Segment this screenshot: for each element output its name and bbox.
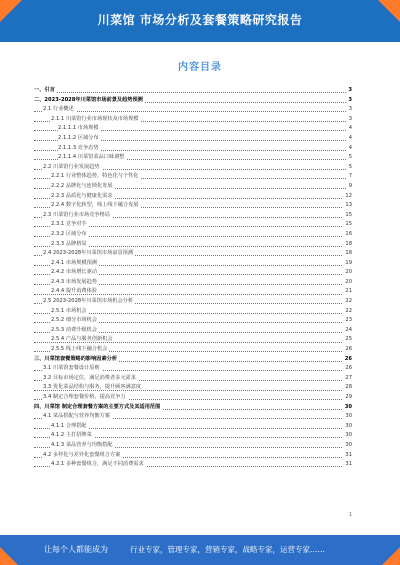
toc-entry-page: 22 (343, 297, 352, 307)
toc-entry[interactable] (34, 134, 352, 144)
toc-entry[interactable] (34, 153, 352, 163)
footer-corner-decoration (0, 547, 18, 565)
toc-entry-page: 20 (343, 268, 352, 278)
toc-entry-page: 21 (343, 287, 352, 297)
toc-entry[interactable] (34, 124, 352, 134)
toc-entry-page: 20 (343, 278, 352, 288)
toc-entry-page: 18 (343, 240, 352, 250)
toc-entry[interactable] (34, 451, 352, 461)
toc-entry-page: 27 (343, 374, 352, 384)
toc-entry-page: 30 (343, 431, 352, 441)
toc-entry[interactable] (34, 105, 352, 115)
toc-entry-page: 26 (343, 364, 352, 374)
toc-entry-label: 2.5.1 市场机会 (51, 307, 87, 314)
toc-entry-page: 3 (347, 115, 352, 125)
toc-entry-label: 2.1.1.1 市场规模 (58, 125, 99, 132)
toc-entry-page: 9 (347, 182, 352, 192)
toc-entry-page: 22 (343, 307, 352, 317)
toc-entry[interactable] (34, 403, 352, 413)
header-corner-decoration (378, 0, 400, 22)
toc-entry-label: 2.5.2 细分市场机会 (51, 317, 97, 324)
toc-entry-page: 13 (343, 201, 352, 211)
toc-entry[interactable] (34, 230, 352, 240)
toc-entry-label: 2.3.1 竞争对手 (51, 221, 87, 228)
toc-entry-label: 4.2.1 多种套餐组合，满足不同消费需求 (51, 461, 144, 468)
toc-entry-page: 16 (343, 230, 352, 240)
toc-entry[interactable] (34, 192, 352, 202)
report-title: 川菜馆 市场分析及套餐策略研究报告 (97, 13, 303, 27)
toc-entry[interactable] (34, 355, 352, 365)
toc-entry[interactable] (34, 268, 352, 278)
toc-entry[interactable] (34, 441, 352, 451)
toc-entry-page: 12 (343, 192, 352, 202)
toc-entry-label: 三、川菜馆套餐策略的影响因素分析 (34, 355, 118, 362)
toc-entry-page: 25 (343, 335, 352, 345)
toc-entry[interactable] (34, 249, 352, 259)
toc-entry-page: 4 (347, 124, 352, 134)
toc-entry-label: 4.1.2 主打招牌菜 (51, 432, 92, 439)
toc-entry-label: 2.1.1.4 川菜馆菜品口味调整 (58, 154, 125, 161)
toc-entry-page: 26 (343, 345, 352, 355)
toc-entry[interactable] (34, 201, 352, 211)
toc-entry-label: 4.1 菜品搭配与营养均衡方案 (43, 413, 110, 420)
toc-entry[interactable] (34, 307, 352, 317)
footer-slogan: 让每个人都能成为 (44, 545, 108, 554)
toc-entry[interactable] (34, 96, 352, 106)
toc-entry-label: 2.1 行业概述 (43, 106, 74, 113)
toc-entry-label: 4.2 多样化与差异化套餐组合方案 (43, 451, 121, 458)
toc-entry[interactable] (34, 259, 352, 269)
toc-entry[interactable] (34, 220, 352, 230)
toc-entry[interactable] (34, 163, 352, 173)
toc-entry-label: 2.5.3 消费升级机会 (51, 326, 97, 333)
toc-entry-label: 3.2 目标市场定位，满足消费者多元需求 (43, 374, 136, 381)
toc-entry-label: 2.4.4 提升消费体验 (51, 288, 97, 295)
toc-entry-label: 2.3.3 品牌格局 (51, 240, 87, 247)
toc-entry-page: 31 (343, 460, 352, 470)
toc-entry[interactable] (34, 316, 352, 326)
toc-entry[interactable] (34, 297, 352, 307)
toc-entry[interactable] (34, 335, 352, 345)
toc-entry-page: 19 (343, 259, 352, 269)
toc-entry-label: 二、2023-2028年川菜馆市场前景及趋势预测 (34, 96, 143, 103)
toc-entry-page: 30 (343, 403, 352, 413)
toc-entry-page: 18 (343, 249, 352, 259)
toc-entry-page: 7 (347, 172, 352, 182)
table-of-contents (34, 86, 352, 470)
toc-entry-label: 2.3.2 区域分布 (51, 230, 87, 237)
toc-entry-page: 30 (343, 412, 352, 422)
toc-entry-page: 4 (347, 134, 352, 144)
toc-entry-label: 2.1.1.3 竞争态势 (58, 144, 99, 151)
toc-entry-page: 5 (347, 163, 352, 173)
toc-entry-label: 2.5.4 产品与服务创新机会 (51, 336, 113, 343)
toc-entry-label: 2.2.2 品牌化与连锁化发展 (51, 182, 113, 189)
toc-entry-page: 4 (347, 144, 352, 154)
toc-entry-label: 2.5.5 线上线下融合机会 (51, 346, 108, 353)
toc-entry[interactable] (34, 422, 352, 432)
footer-corner-decoration (382, 547, 400, 565)
footer-tagline: 行业专家，管理专家，营销专家，战略专家，运营专家…… (130, 545, 325, 554)
toc-entry-label: 2.2.1 行业整体趋势，特色化与个性化 (51, 173, 139, 180)
toc-entry-label: 2.1.1.2 区域分布 (58, 134, 99, 141)
page-number: 1 (348, 512, 352, 518)
toc-entry[interactable] (34, 211, 352, 221)
toc-entry[interactable] (34, 383, 352, 393)
toc-entry-page: 30 (343, 441, 352, 451)
toc-entry-label: 3.4 制定合理套餐价格，提高竞争力 (43, 394, 126, 400)
toc-entry-page: 31 (343, 451, 352, 461)
toc-entry[interactable] (34, 431, 352, 441)
toc-entry-page: 24 (343, 326, 352, 336)
header-bar (0, 0, 400, 42)
toc-entry[interactable] (34, 393, 352, 403)
toc-entry[interactable] (34, 172, 352, 182)
toc-entry[interactable] (34, 115, 352, 125)
toc-entry-label: 四、川菜馆 制定合理套餐方案的主要方式及其适用范围 (34, 403, 161, 410)
toc-entry-label: 2.2.3 品质化与健康化需求 (51, 192, 113, 199)
toc-entry[interactable] (34, 287, 352, 297)
footer-bar (0, 535, 400, 565)
toc-entry[interactable] (34, 374, 352, 384)
toc-entry[interactable] (34, 460, 352, 470)
toc-entry-label: 2.1.1 川菜馆行业市场现状及市场规模 (51, 115, 139, 122)
toc-entry-label: 2.2 川菜馆行业发展趋势 (43, 163, 100, 170)
toc-entry-page: 29 (343, 393, 352, 403)
toc-entry[interactable] (34, 345, 352, 355)
toc-heading: 内容目录 (178, 62, 222, 73)
toc-entry-label: 2.4 2023-2028年川菜馆市场前景预测 (43, 250, 134, 257)
toc-entry-page: 15 (343, 220, 352, 230)
toc-entry-label: 2.4.3 市场发展趋势 (51, 278, 97, 285)
toc-entry-page: 5 (347, 153, 352, 163)
toc-entry[interactable] (34, 144, 352, 154)
toc-entry-label: 2.3 川菜馆行业市场竞争格局 (43, 211, 110, 218)
toc-entry-page: 3 (346, 86, 352, 96)
toc-entry-page: 28 (343, 383, 352, 393)
toc-entry-label: 2.2.4 数字化转型，线上线下融合发展 (51, 202, 139, 209)
toc-entry[interactable] (34, 86, 352, 96)
toc-entry[interactable] (34, 326, 352, 336)
toc-entry[interactable] (34, 182, 352, 192)
toc-entry-page: 3 (347, 105, 352, 115)
toc-entry-label: 3.1 川菜馆套餐设计原则 (43, 365, 100, 372)
toc-entry-label: 2.4.2 市场增长驱动 (51, 269, 97, 276)
toc-entry-label: 4.1.1 合理搭配 (51, 422, 87, 429)
toc-entry-label: 2.5 2023-2028年川菜馆市场机会分析 (43, 298, 134, 305)
toc-entry-label: 一、引言 (34, 87, 55, 93)
toc-entry-page: 23 (343, 316, 352, 326)
toc-entry[interactable] (34, 278, 352, 288)
toc-entry[interactable] (34, 412, 352, 422)
toc-entry-page: 30 (343, 422, 352, 432)
toc-entry[interactable] (34, 364, 352, 374)
toc-entry-label: 2.4.1 市场规模预测 (51, 259, 97, 266)
toc-entry-label: 3.3 优化菜品结构与服务，提升顾客满意度 (43, 384, 142, 391)
toc-entry-page: 15 (343, 211, 352, 221)
toc-entry-page: 26 (343, 355, 352, 365)
toc-entry[interactable] (34, 240, 352, 250)
toc-entry-label: 4.1.3 菜品营养与均衡搭配 (51, 441, 113, 448)
toc-entry-page: 3 (346, 96, 352, 106)
